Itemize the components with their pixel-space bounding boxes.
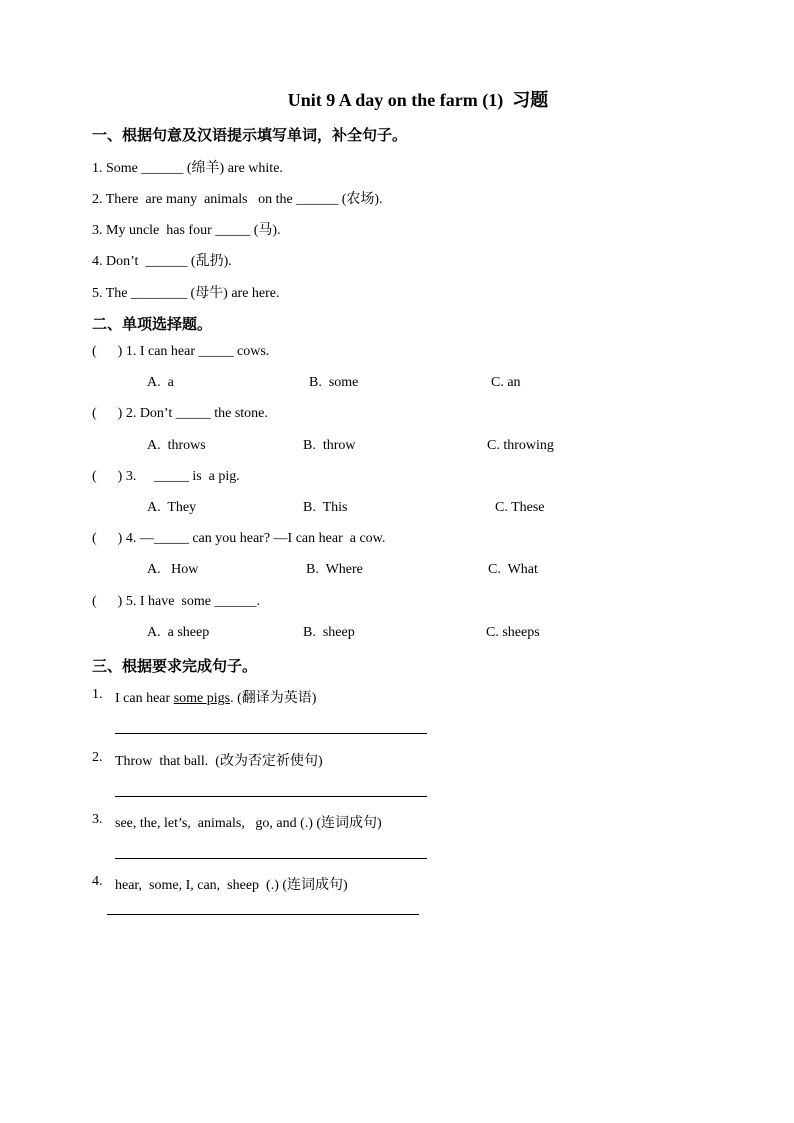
answer-line-3 — [115, 858, 427, 859]
fill-item-3: 3. My uncle has four _____ (马). — [92, 223, 281, 238]
answer-line-2 — [115, 796, 427, 797]
question-1-option-a: A. a — [147, 375, 174, 390]
rewrite-item-1-text — [115, 687, 316, 707]
question-4-option-c: C. What — [488, 562, 538, 577]
rewrite-item-4-number: 4. — [92, 874, 103, 889]
rewrite-item-3-text: see, the, let’s, animals, go, and (.) (连词成句) — [115, 816, 382, 831]
question-4-option-b: B. Where — [306, 562, 363, 577]
question-1-option-b: B. some — [309, 375, 359, 390]
question-2-option-b: B. throw — [303, 438, 356, 453]
rewrite-item-1-post: . (翻译为英语) — [230, 691, 317, 706]
question-2-option-a: A. throws — [147, 438, 206, 453]
question-3-option-b: B. This — [303, 500, 348, 515]
section-heading-2: 二、单项选择题。 — [92, 317, 213, 333]
question-5-option-c: C. sheeps — [486, 625, 540, 640]
fill-item-5: 5. The ________ (母牛) are here. — [92, 286, 280, 301]
question-3-option-c: C. These — [495, 500, 545, 515]
rewrite-item-1-underlined: some pigs — [173, 691, 231, 706]
rewrite-item-2-number: 2. — [92, 750, 103, 765]
question-1-option-c: C. an — [491, 375, 521, 390]
fill-item-4: 4. Don’t ______ (乱扔). — [92, 254, 232, 269]
question-stem-4: ( ) 4. —_____ can you hear? —I can hear a cow. — [92, 531, 386, 546]
question-5-option-a: A. a sheep — [147, 625, 210, 640]
fill-item-1: 1. Some ______ (绵羊) are white. — [92, 161, 283, 176]
page-title: Unit 9 A day on the farm (1) 习题 — [287, 90, 549, 110]
rewrite-item-1-number: 1. — [92, 687, 103, 702]
question-3-option-a: A. They — [147, 500, 197, 515]
answer-line-4 — [107, 914, 419, 915]
question-5-option-b: B. sheep — [303, 625, 355, 640]
section-heading-1: 一、根据句意及汉语提示填写单词，补全句子。 — [92, 128, 408, 144]
rewrite-item-3-number: 3. — [92, 812, 103, 827]
question-stem-2: ( ) 2. Don’t _____ the stone. — [92, 406, 268, 421]
rewrite-item-4-text: hear, some, I, can, sheep (.) (连词成句) — [115, 878, 348, 893]
section-heading-3: 三、根据要求完成句子。 — [92, 659, 258, 675]
question-stem-1: ( ) 1. I can hear _____ cows. — [92, 344, 270, 359]
rewrite-item-2-text: Throw that ball. (改为否定祈使句) — [115, 754, 323, 769]
rewrite-item-1-pre: I can hear — [115, 691, 174, 706]
question-2-option-c: C. throwing — [487, 438, 554, 453]
fill-item-2: 2. There are many animals on the ______ (农场). — [92, 192, 383, 207]
question-stem-5: ( ) 5. I have some ______. — [92, 594, 260, 609]
answer-line-1 — [115, 733, 427, 734]
question-4-option-a: A. How — [147, 562, 199, 577]
question-stem-3: ( ) 3. _____ is a pig. — [92, 469, 240, 484]
